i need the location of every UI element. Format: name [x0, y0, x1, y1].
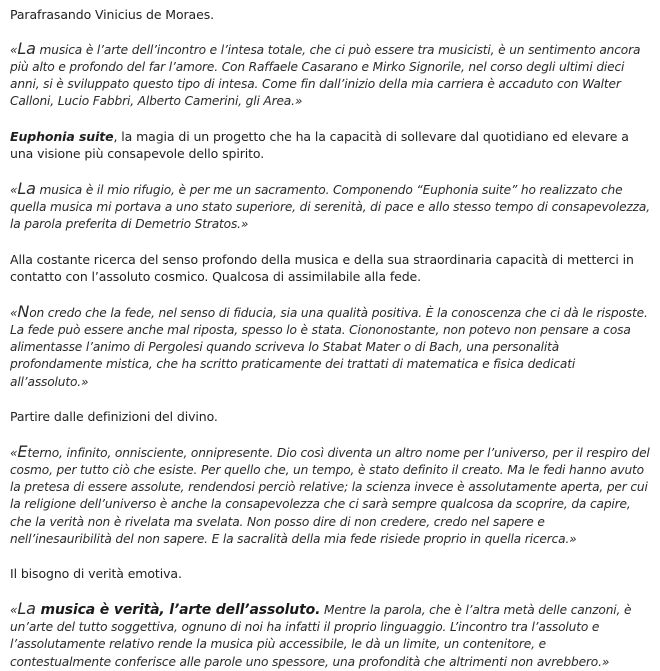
quote-open-mark: «	[10, 42, 18, 57]
quote-lead: La	[17, 38, 36, 58]
quote-lead: N	[17, 301, 30, 321]
quote-open-mark: «	[10, 602, 18, 617]
quote-3	[10, 303, 650, 391]
paragraph-divino: Partire dalle definizioni del divino.	[10, 409, 218, 425]
quote-text: Mentre la parola, che è l’altra metà delle canzoni, è un’arte del tutto soggettiva, ognuno di noi ha infatti il proprio linguaggio. L’incontro tra l’assoluto e l’assolutamente relativo rende la musica più accessibile, le dà un limite, un contenitore, e contestualmente conferisce alle parole uno spessore, una profondità che altrimenti non avrebbero.»	[10, 602, 632, 669]
quote-text: musica è l’arte dell’incontro e l’intesa totale, che ci può essere tra musicisti, è un sentimento ancora più alto e profondo del far l’amore. Con Raffaele Casarano e Mirko Signorile, nel corso degli ultimi dieci anni, si è sviluppato questo tipo di intesa. Come fin dall’inizio della mia carriera è accaduto con Walter Calloni, Lucio Fabbri, Alberto Camerini, gli Area.»	[10, 42, 641, 109]
quote-lead: La	[17, 598, 36, 618]
quote-lead: La	[17, 178, 36, 198]
paragraph-euphonia	[10, 128, 650, 163]
quote-text: musica è il mio rifugio, è per me un sacramento. Componendo “Euphonia suite” ho realizzato che quella musica mi portava a uno stato superiore, di serenità, di pace e allo stesso tempo di consapevolezza, la parola preferita di Demetrio Stratos.»	[10, 182, 650, 232]
quote-open-mark: «	[10, 305, 18, 320]
quote-4	[10, 443, 650, 549]
paragraph-verita: Il bisogno di verità emotiva.	[10, 566, 182, 582]
quote-open-mark: «	[10, 445, 18, 460]
quote-5	[10, 600, 650, 671]
paragraph-intro: Parafrasando Vinicius de Moraes.	[10, 7, 214, 22]
quote-1	[10, 40, 650, 111]
quote-2	[10, 180, 650, 234]
quote-open-mark: «	[10, 182, 18, 197]
album-title: Euphonia suite	[10, 128, 114, 144]
paragraph-assoluto: Alla costante ricerca del senso profondo della musica e della sua straordinaria capacità di metterci in contatto con l’assoluto cosmico. Qualcosa di assimilabile alla fede.	[10, 251, 634, 285]
paragraph-text: , la magia di un progetto che ha la capacità di sollevare dal quotidiano ed elevare a una visione più consapevole dello spirito.	[10, 128, 629, 162]
quote-text: on credo che la fede, nel senso di fiducia, sia una qualità positiva. È la conoscenza che ci dà le risposte. La fede può essere anche mal riposta, spesso lo è stata. Ciononostante, non potevo non pensare a cosa alimentasse l’animo di Pergolesi quando scriveva lo Stabat Mater o di Bach, una personalità profondamente mistica, che ha scritto praticamente dei trattati di matematica e fisica dedicati all’assoluto.»	[10, 305, 648, 389]
quote-lead: E	[17, 441, 28, 461]
quote-lead-bold: musica è verità, l’arte dell’assoluto.	[35, 601, 321, 618]
quote-text: terno, infinito, onnisciente, onnipresente. Dio così diventa un altro nome per l’universo, per il respiro del cosmo, per tutto ciò che esiste. Per quello che, un tempo, è stato definito il creato. Ma le fedi hanno avuto la pretesa di essere assolute, rendendosi perciò relative; la scienza invece è assolutamente aperta, per cui la religione dell’universo è anche la consapevolezza che ci sarà sempre qualcosa da scoprire, da capire, che la verità non è rivelata ma svelata. Non posso dire di non credere, credo nel sapere e nell’inesauribilità del non sapere. E la sacralità della mia fede risiede proprio in quella ricerca.»	[10, 445, 650, 547]
